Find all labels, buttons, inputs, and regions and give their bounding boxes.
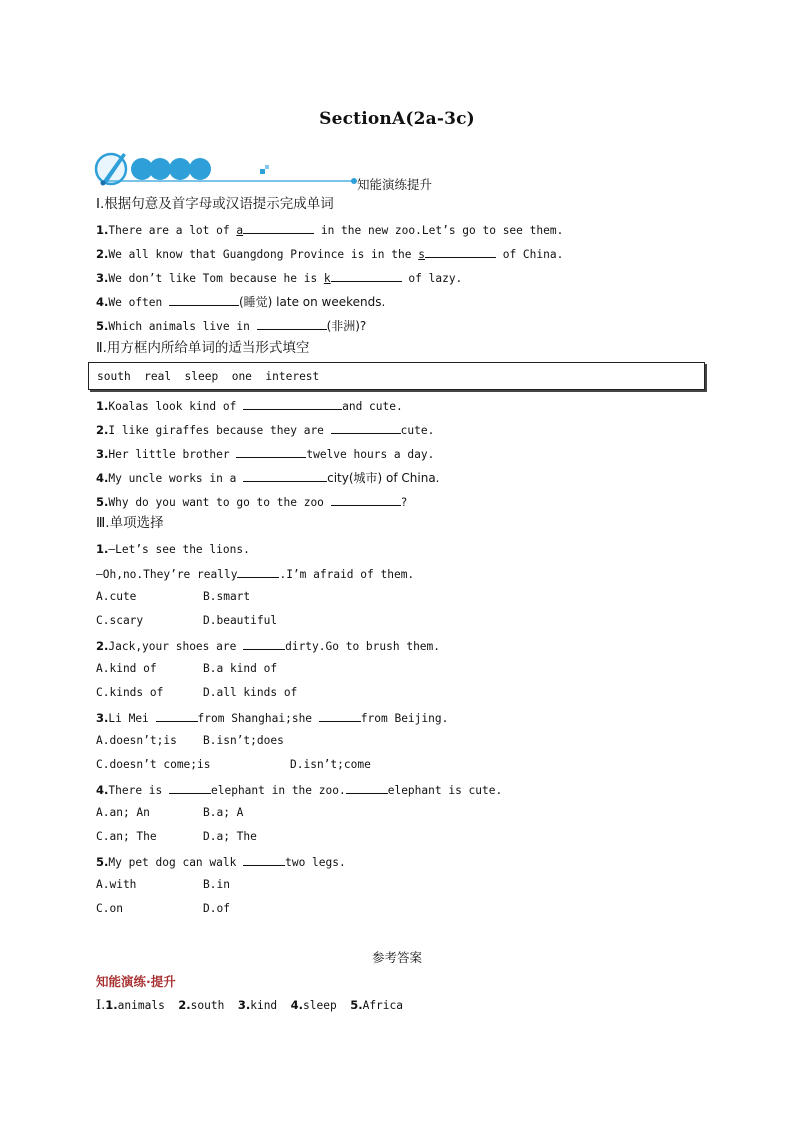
part2-item-4: 4.My uncle works in a city(城市) of China. xyxy=(96,471,440,485)
q1-option-c[interactable]: C.scary xyxy=(96,614,144,627)
part1-heading: Ⅰ.根据句意及首字母或汉语提示完成单词 xyxy=(96,196,334,212)
part2-item-5: 5.Why do you want to go to the zoo ? xyxy=(96,495,408,509)
q4-option-d[interactable]: D.a; The xyxy=(203,830,257,843)
answer-title: 参考答案 xyxy=(371,950,422,965)
q1-line1: 1.—Let’s see the lions. xyxy=(96,542,250,556)
q3-option-c[interactable]: C.doesn’t come;is xyxy=(96,758,211,771)
q5-stem: 5.My pet dog can walk two legs. xyxy=(96,855,346,869)
q5-option-a[interactable]: A.with xyxy=(96,878,137,891)
answer-subtitle: 知能演练·提升 xyxy=(96,974,176,989)
part2-item-1: 1.Koalas look kind of and cute. xyxy=(96,399,403,413)
part1-item-2: 2.We all know that Guangdong Province is in the s of China. xyxy=(96,247,564,261)
answer-line: Ⅰ.1.animals 2.south 3.kind 4.sleep 5.Africa xyxy=(96,998,403,1013)
q5-option-d[interactable]: D.of xyxy=(203,902,230,915)
q4-option-a[interactable]: A.an; An xyxy=(96,806,150,819)
q1-line2: —Oh,no.They’re really .I’m afraid of them. xyxy=(96,568,415,581)
part2-heading: Ⅱ.用方框内所给单词的适当形式填空 xyxy=(96,340,310,356)
banner-dot xyxy=(149,158,171,180)
part1-item-3: 3.We don’t like Tom because he is k of lazy. xyxy=(96,271,463,285)
part1-item-4: 4.We often (睡觉) late on weekends. xyxy=(96,295,386,309)
banner-dot xyxy=(169,158,191,180)
page-title: SectionA(2a-3c) xyxy=(319,109,475,129)
q4-option-b[interactable]: B.a; A xyxy=(203,806,244,819)
q2-stem: 2.Jack,your shoes are dirty.Go to brush them. xyxy=(96,639,441,653)
q3-option-d[interactable]: D.isn’t;come xyxy=(290,758,371,771)
q4-option-c[interactable]: C.an; The xyxy=(96,830,157,843)
q3-option-b[interactable]: B.isn’t;does xyxy=(203,734,284,747)
part1-item-1: 1.There are a lot of a in the new zoo.Let’s go to see them. xyxy=(96,223,564,237)
q5-option-c[interactable]: C.on xyxy=(96,902,123,915)
banner-label: 知能演练提升 xyxy=(357,177,433,192)
q5-option-b[interactable]: B.in xyxy=(203,878,230,891)
part2-item-3: 3.Her little brother twelve hours a day. xyxy=(96,447,435,461)
q2-option-a[interactable]: A.kind of xyxy=(96,662,157,675)
part3-heading: Ⅲ.单项选择 xyxy=(96,515,164,531)
word-box xyxy=(88,362,705,390)
part2-item-2: 2.I like giraffes because they are cute. xyxy=(96,423,435,437)
q1-option-b[interactable]: B.smart xyxy=(203,590,251,603)
banner-dot xyxy=(189,158,211,180)
q1-option-a[interactable]: A.cute xyxy=(96,590,137,603)
q2-option-d[interactable]: D.all kinds of xyxy=(203,686,298,699)
q2-option-c[interactable]: C.kinds of xyxy=(96,686,164,699)
word-box-words: south real sleep one interest xyxy=(97,370,320,383)
q1-option-d[interactable]: D.beautiful xyxy=(203,614,278,627)
q4-stem: 4.There is elephant in the zoo. elephant is cute. xyxy=(96,783,503,797)
q3-option-a[interactable]: A.doesn’t;is xyxy=(96,734,177,747)
q2-option-b[interactable]: B.a kind of xyxy=(203,662,278,675)
part1-item-5: 5.Which animals live in (非洲)? xyxy=(96,319,367,333)
q3-stem: 3.Li Mei from Shanghai;she from Beijing. xyxy=(96,711,449,725)
